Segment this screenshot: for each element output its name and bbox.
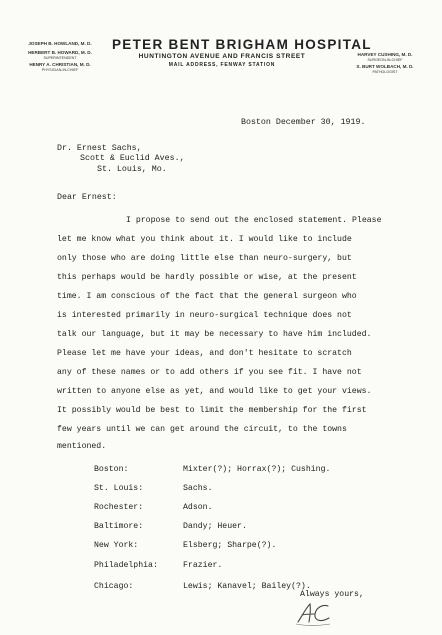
- body-line: Please let me have your ideas, and don't hesitate to scratch: [57, 349, 352, 358]
- body-line: is interested primarily in neuro-surgical technique does not: [57, 311, 352, 320]
- body-line: any of these names or to add others if you see fit. I have not: [57, 368, 362, 377]
- city-label: Boston:: [94, 465, 129, 474]
- city-label: Baltimore:: [94, 522, 144, 531]
- city-label: Philadelphia:: [94, 561, 158, 570]
- member-names: Frazier.: [183, 561, 223, 570]
- letterhead-left-staff: [6, 41, 114, 73]
- staff-role: SUPERINTENDENT: [43, 56, 77, 60]
- member-names: Mixter(?); Horrax(?); Cushing.: [183, 465, 331, 474]
- member-names: Dandy; Heuer.: [183, 522, 247, 531]
- salutation: Dear Ernest:: [57, 193, 117, 202]
- body-line: mentioned.: [57, 442, 107, 451]
- letter-date: Boston December 30, 1919.: [241, 118, 366, 127]
- staff-name: HERBERT B. HOWARD, M. D.: [28, 50, 92, 55]
- city-label: St. Louis:: [94, 484, 144, 493]
- staff-role: PATHOLOGIST: [372, 70, 398, 74]
- body-line: this perhaps would be hardly possible or wise, at the present: [57, 273, 357, 282]
- mail-address: MAIL ADDRESS, FENWAY STATION: [168, 62, 276, 68]
- hospital-name: PETER BENT BRIGHAM HOSPITAL: [112, 37, 372, 52]
- letterhead-right-staff: [333, 52, 437, 75]
- closing: Always yours,: [300, 590, 364, 599]
- staff-role: PHYSICIAN-IN-CHIEF: [41, 68, 79, 72]
- body-line: few years until we can get around the circuit, to the towns: [57, 425, 347, 434]
- letterhead-center: [112, 37, 372, 69]
- body-line: It possibly would be best to limit the membership for the first: [57, 406, 367, 415]
- city-label: Rochester:: [94, 503, 144, 512]
- city-label: Chicago:: [94, 582, 134, 591]
- staff-name: HENRY A. CHRISTIAN, M. D.: [29, 62, 91, 67]
- body-line: I propose to send out the enclosed statement. Please: [126, 216, 382, 225]
- hospital-address: HUNTINGTON AVENUE AND FRANCIS STREET: [138, 53, 306, 60]
- member-names: Sachs.: [183, 484, 213, 493]
- staff-name: JOSEPH B. HOWLAND, M. D.: [28, 41, 92, 46]
- recipient-street: Scott & Euclid Aves.,: [80, 154, 185, 163]
- body-line: talk our language, but it may be necessary to have him included.: [57, 330, 372, 339]
- member-names: Lewis; Kanavel; Bailey(?).: [183, 582, 311, 591]
- city-label: New York:: [94, 541, 139, 550]
- body-line: time. I am conscious of the fact that the general surgeon who: [57, 292, 357, 301]
- body-line: written to anyone else as yet, and would like to get your views.: [57, 387, 372, 396]
- body-line: let me know what you think about it. I would like to include: [57, 235, 352, 244]
- staff-role: SURGEON-IN-CHIEF: [367, 58, 403, 62]
- member-names: Adson.: [183, 503, 213, 512]
- staff-name: HARVEY CUSHING, M. D.: [357, 52, 413, 57]
- body-line: only those who are doing little else than neuro-surgery, but: [57, 254, 352, 263]
- staff-name: S. BURT WOLBACH, M. D.: [356, 64, 414, 69]
- recipient-name: Dr. Ernest Sachs,: [57, 144, 142, 153]
- member-names: Elsberg; Sharpe(?).: [183, 541, 277, 550]
- handwritten-signature: [296, 600, 332, 628]
- recipient-city: St. Louis, Mo.: [97, 165, 167, 174]
